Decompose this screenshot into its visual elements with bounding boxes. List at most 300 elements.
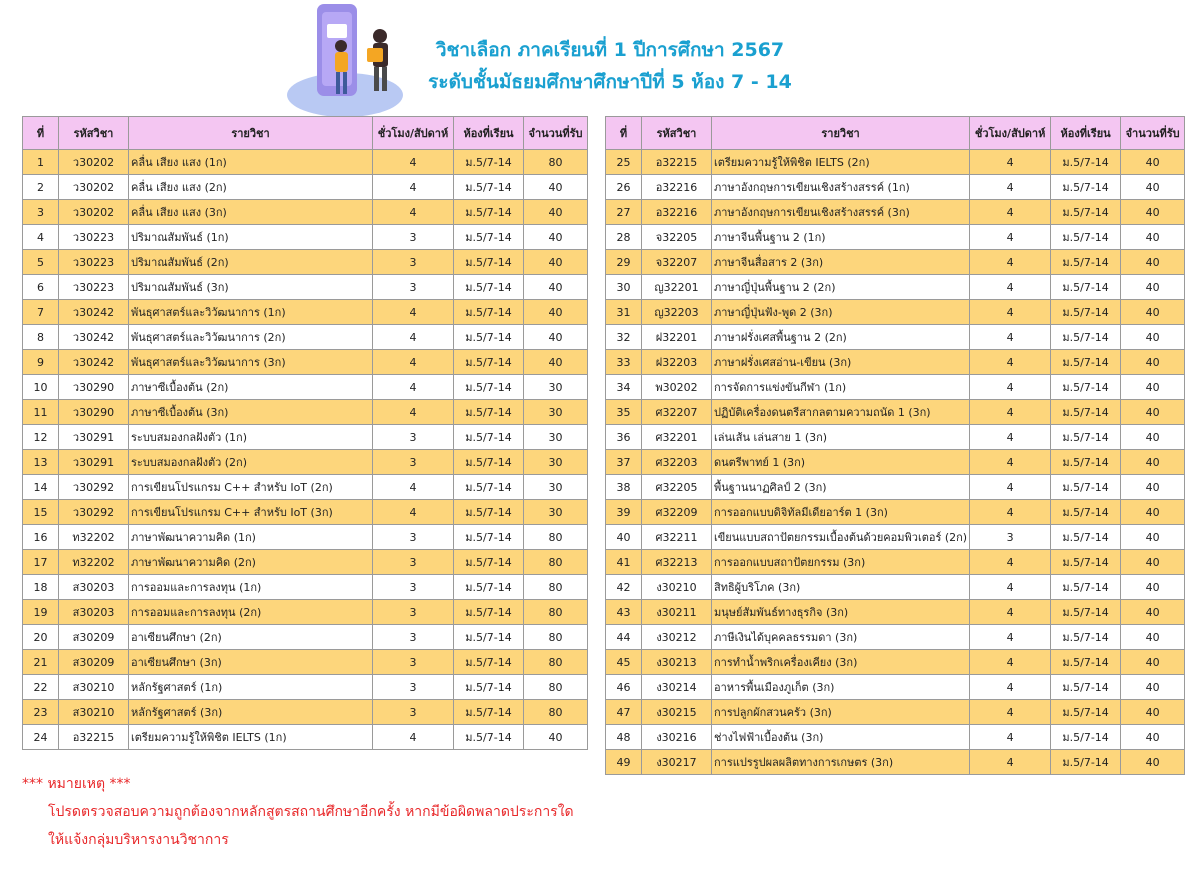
table-row xyxy=(23,650,588,675)
capacity-cell: 80 xyxy=(524,675,588,700)
table-row xyxy=(606,425,1185,450)
capacity-cell: 40 xyxy=(524,175,588,200)
course-code-cell: ง30212 xyxy=(642,625,712,650)
course-name-cell: ภาษาญี่ปุ่นพื้นฐาน 2 (2ก) xyxy=(712,275,970,300)
classroom-cell: ม.5/7-14 xyxy=(454,175,524,200)
table-row xyxy=(23,175,588,200)
row-number-cell: 26 xyxy=(606,175,642,200)
header-hours-per-week: ชั่วโมง/สัปดาห์ xyxy=(373,117,454,150)
title-line-1: วิชาเลือก ภาคเรียนที่ 1 ปีการศึกษา 2567 xyxy=(435,39,785,61)
row-number-cell: 25 xyxy=(606,150,642,175)
classroom-cell: ม.5/7-14 xyxy=(454,700,524,725)
course-name-cell: การออกแบบสถาปัตยกรรม (3ก) xyxy=(712,550,970,575)
capacity-cell: 30 xyxy=(524,500,588,525)
hours-per-week-cell: 3 xyxy=(373,225,454,250)
row-number-cell: 6 xyxy=(23,275,59,300)
course-name-cell: การทำน้ำพริกเครื่องเคียง (3ก) xyxy=(712,650,970,675)
course-code-cell: ศ32213 xyxy=(642,550,712,575)
classroom-cell: ม.5/7-14 xyxy=(1051,150,1121,175)
capacity-cell: 40 xyxy=(1121,625,1185,650)
table-row xyxy=(606,625,1185,650)
row-number-cell: 36 xyxy=(606,425,642,450)
hours-per-week-cell: 4 xyxy=(970,425,1051,450)
row-number-cell: 43 xyxy=(606,600,642,625)
course-name-cell: การออมและการลงทุน (1ก) xyxy=(129,575,373,600)
hours-per-week-cell: 4 xyxy=(373,350,454,375)
hours-per-week-cell: 3 xyxy=(373,250,454,275)
classroom-cell: ม.5/7-14 xyxy=(454,400,524,425)
course-name-cell: ภาษาอังกฤษการเขียนเชิงสร้างสรรค์ (1ก) xyxy=(712,175,970,200)
student-head-2 xyxy=(373,29,387,43)
course-name-cell: ภาษาพัฒนาความคิด (1ก) xyxy=(129,525,373,550)
course-name-cell: การจัดการแข่งขันกีฬา (1ก) xyxy=(712,375,970,400)
table-row xyxy=(23,575,588,600)
header-course-name: รายวิชา xyxy=(712,117,970,150)
capacity-cell: 40 xyxy=(1121,350,1185,375)
capacity-cell: 80 xyxy=(524,150,588,175)
classroom-cell: ม.5/7-14 xyxy=(1051,375,1121,400)
classroom-cell: ม.5/7-14 xyxy=(1051,675,1121,700)
hours-per-week-cell: 4 xyxy=(970,750,1051,775)
course-code-cell: ศ32209 xyxy=(642,500,712,525)
course-code-cell: ง30213 xyxy=(642,650,712,675)
classroom-cell: ม.5/7-14 xyxy=(454,525,524,550)
course-name-cell: ภาษาฝรั่งเศสอ่าน-เขียน (3ก) xyxy=(712,350,970,375)
title-line-2: ระดับชั้นมัธยมศึกษาศึกษาปีที่ 5 ห้อง 7 - 14 xyxy=(428,71,792,93)
table-row xyxy=(23,425,588,450)
hours-per-week-cell: 4 xyxy=(970,475,1051,500)
classroom-cell: ม.5/7-14 xyxy=(454,500,524,525)
course-name-cell: พันธุศาสตร์และวิวัฒนาการ (2ก) xyxy=(129,325,373,350)
table-row xyxy=(23,150,588,175)
course-code-cell: พ30202 xyxy=(642,375,712,400)
classroom-cell: ม.5/7-14 xyxy=(1051,325,1121,350)
course-code-cell: ฝ32201 xyxy=(642,325,712,350)
row-number-cell: 35 xyxy=(606,400,642,425)
row-number-cell: 28 xyxy=(606,225,642,250)
capacity-cell: 40 xyxy=(1121,750,1185,775)
table-row xyxy=(606,675,1185,700)
course-code-cell: ส30209 xyxy=(59,625,129,650)
row-number-cell: 41 xyxy=(606,550,642,575)
classroom-cell: ม.5/7-14 xyxy=(454,425,524,450)
table-row xyxy=(23,200,588,225)
course-code-cell: ว30290 xyxy=(59,375,129,400)
course-name-cell: หลักรัฐศาสตร์ (3ก) xyxy=(129,700,373,725)
table-row xyxy=(606,725,1185,750)
row-number-cell: 18 xyxy=(23,575,59,600)
row-number-cell: 3 xyxy=(23,200,59,225)
classroom-cell: ม.5/7-14 xyxy=(1051,400,1121,425)
hours-per-week-cell: 4 xyxy=(970,225,1051,250)
classroom-cell: ม.5/7-14 xyxy=(454,200,524,225)
classroom-cell: ม.5/7-14 xyxy=(454,275,524,300)
course-name-cell: การแปรรูปผลผลิตทางการเกษตร (3ก) xyxy=(712,750,970,775)
classroom-cell: ม.5/7-14 xyxy=(1051,500,1121,525)
hours-per-week-cell: 4 xyxy=(970,725,1051,750)
capacity-cell: 40 xyxy=(1121,500,1185,525)
row-number-cell: 38 xyxy=(606,475,642,500)
hours-per-week-cell: 4 xyxy=(970,375,1051,400)
row-number-cell: 11 xyxy=(23,400,59,425)
classroom-cell: ม.5/7-14 xyxy=(1051,450,1121,475)
classroom-cell: ม.5/7-14 xyxy=(1051,725,1121,750)
header-classroom: ห้องที่เรียน xyxy=(454,117,524,150)
row-number-cell: 10 xyxy=(23,375,59,400)
hours-per-week-cell: 4 xyxy=(373,150,454,175)
header-course-name: รายวิชา xyxy=(129,117,373,150)
page-title xyxy=(400,34,820,98)
course-code-cell: ว30242 xyxy=(59,300,129,325)
hours-per-week-cell: 3 xyxy=(373,275,454,300)
row-number-cell: 29 xyxy=(606,250,642,275)
course-name-cell: เตรียมความรู้ให้พิชิต IELTS (2ก) xyxy=(712,150,970,175)
hours-per-week-cell: 3 xyxy=(373,550,454,575)
course-name-cell: ภาษาซีเบื้องต้น (3ก) xyxy=(129,400,373,425)
table-row xyxy=(23,275,588,300)
capacity-cell: 30 xyxy=(524,400,588,425)
capacity-cell: 40 xyxy=(524,200,588,225)
capacity-cell: 40 xyxy=(524,225,588,250)
course-code-cell: ว30290 xyxy=(59,400,129,425)
row-number-cell: 49 xyxy=(606,750,642,775)
classroom-cell: ม.5/7-14 xyxy=(1051,550,1121,575)
note-label: *** หมายเหตุ *** xyxy=(22,776,131,792)
course-name-cell: เขียนแบบสถาปัตยกรรมเบื้องต้นด้วยคอมพิวเตอร์ (2ก) xyxy=(712,525,970,550)
course-code-cell: ศ32205 xyxy=(642,475,712,500)
classroom-cell: ม.5/7-14 xyxy=(1051,625,1121,650)
row-number-cell: 48 xyxy=(606,725,642,750)
course-code-cell: ส30210 xyxy=(59,675,129,700)
course-code-cell: ศ32203 xyxy=(642,450,712,475)
table-row xyxy=(23,725,588,750)
capacity-cell: 30 xyxy=(524,475,588,500)
table-row xyxy=(606,200,1185,225)
capacity-cell: 40 xyxy=(1121,300,1185,325)
course-code-cell: ญ32203 xyxy=(642,300,712,325)
classroom-cell: ม.5/7-14 xyxy=(1051,350,1121,375)
hours-per-week-cell: 4 xyxy=(970,175,1051,200)
hours-per-week-cell: 4 xyxy=(970,650,1051,675)
remark-note xyxy=(22,770,574,854)
table-row xyxy=(606,275,1185,300)
capacity-cell: 80 xyxy=(524,525,588,550)
course-name-cell: คลื่น เสียง แสง (1ก) xyxy=(129,150,373,175)
capacity-cell: 40 xyxy=(1121,275,1185,300)
classroom-cell: ม.5/7-14 xyxy=(1051,700,1121,725)
capacity-cell: 40 xyxy=(1121,550,1185,575)
course-name-cell: ภาษาอังกฤษการเขียนเชิงสร้างสรรค์ (3ก) xyxy=(712,200,970,225)
classroom-cell: ม.5/7-14 xyxy=(454,650,524,675)
hours-per-week-cell: 4 xyxy=(373,375,454,400)
course-name-cell: ภาษีเงินได้บุคคลธรรมดา (3ก) xyxy=(712,625,970,650)
course-name-cell: ภาษาจีนสื่อสาร 2 (3ก) xyxy=(712,250,970,275)
course-code-cell: ง30216 xyxy=(642,725,712,750)
classroom-cell: ม.5/7-14 xyxy=(454,725,524,750)
table-row xyxy=(606,325,1185,350)
table-row xyxy=(23,350,588,375)
course-name-cell: ภาษาพัฒนาความคิด (2ก) xyxy=(129,550,373,575)
row-number-cell: 33 xyxy=(606,350,642,375)
table-row xyxy=(606,175,1185,200)
row-number-cell: 47 xyxy=(606,700,642,725)
capacity-cell: 40 xyxy=(524,350,588,375)
course-code-cell: ง30215 xyxy=(642,700,712,725)
course-code-cell: ว30291 xyxy=(59,425,129,450)
hours-per-week-cell: 4 xyxy=(373,400,454,425)
hours-per-week-cell: 4 xyxy=(373,725,454,750)
table-row xyxy=(606,350,1185,375)
course-code-cell: อ32215 xyxy=(59,725,129,750)
course-code-cell: ว30291 xyxy=(59,450,129,475)
course-name-cell: คลื่น เสียง แสง (3ก) xyxy=(129,200,373,225)
classroom-cell: ม.5/7-14 xyxy=(1051,275,1121,300)
capacity-cell: 40 xyxy=(1121,475,1185,500)
classroom-cell: ม.5/7-14 xyxy=(1051,300,1121,325)
course-name-cell: ปริมาณสัมพันธ์ (1ก) xyxy=(129,225,373,250)
hours-per-week-cell: 3 xyxy=(373,425,454,450)
course-code-cell: ว30202 xyxy=(59,200,129,225)
capacity-cell: 40 xyxy=(1121,450,1185,475)
classroom-cell: ม.5/7-14 xyxy=(454,475,524,500)
hours-per-week-cell: 3 xyxy=(373,450,454,475)
row-number-cell: 7 xyxy=(23,300,59,325)
table-row xyxy=(606,525,1185,550)
table-row xyxy=(23,625,588,650)
course-name-cell: พื้นฐานนาฏศิลป์ 2 (3ก) xyxy=(712,475,970,500)
course-code-cell: ว30242 xyxy=(59,350,129,375)
hours-per-week-cell: 4 xyxy=(373,475,454,500)
course-code-cell: ว30292 xyxy=(59,475,129,500)
row-number-cell: 8 xyxy=(23,325,59,350)
table-row xyxy=(606,400,1185,425)
row-number-cell: 2 xyxy=(23,175,59,200)
note-line-1: โปรดตรวจสอบความถูกต้องจากหลักสูตรสถานศึกษาอีกครั้ง หากมีข้อผิดพลาดประการใด xyxy=(48,804,574,820)
hours-per-week-cell: 4 xyxy=(970,675,1051,700)
course-name-cell: การเขียนโปรแกรม C++ สำหรับ IoT (2ก) xyxy=(129,475,373,500)
header-course-code: รหัสวิชา xyxy=(59,117,129,150)
course-name-cell: ภาษาจีนพื้นฐาน 2 (1ก) xyxy=(712,225,970,250)
header-classroom: ห้องที่เรียน xyxy=(1051,117,1121,150)
row-number-cell: 14 xyxy=(23,475,59,500)
table-row xyxy=(23,400,588,425)
classroom-cell: ม.5/7-14 xyxy=(1051,250,1121,275)
row-number-cell: 45 xyxy=(606,650,642,675)
classroom-cell: ม.5/7-14 xyxy=(1051,175,1121,200)
table-row xyxy=(606,750,1185,775)
hours-per-week-cell: 4 xyxy=(970,350,1051,375)
capacity-cell: 40 xyxy=(1121,400,1185,425)
hours-per-week-cell: 4 xyxy=(970,575,1051,600)
hours-per-week-cell: 4 xyxy=(373,300,454,325)
course-name-cell: อาหารพื้นเมืองภูเก็ต (3ก) xyxy=(712,675,970,700)
capacity-cell: 40 xyxy=(1121,225,1185,250)
capacity-cell: 40 xyxy=(524,250,588,275)
capacity-cell: 30 xyxy=(524,450,588,475)
classroom-cell: ม.5/7-14 xyxy=(454,300,524,325)
table-row xyxy=(23,375,588,400)
row-number-cell: 24 xyxy=(23,725,59,750)
classroom-cell: ม.5/7-14 xyxy=(454,350,524,375)
capacity-cell: 80 xyxy=(524,550,588,575)
row-number-cell: 5 xyxy=(23,250,59,275)
row-number-cell: 21 xyxy=(23,650,59,675)
course-name-cell: พันธุศาสตร์และวิวัฒนาการ (1ก) xyxy=(129,300,373,325)
classroom-cell: ม.5/7-14 xyxy=(1051,200,1121,225)
table-row xyxy=(606,375,1185,400)
table-row xyxy=(606,600,1185,625)
table-header-row xyxy=(606,117,1185,150)
hours-per-week-cell: 4 xyxy=(970,500,1051,525)
table-row xyxy=(23,525,588,550)
hours-per-week-cell: 4 xyxy=(373,200,454,225)
capacity-cell: 40 xyxy=(1121,200,1185,225)
hours-per-week-cell: 3 xyxy=(373,650,454,675)
student-body xyxy=(335,52,348,72)
row-number-cell: 22 xyxy=(23,675,59,700)
row-number-cell: 16 xyxy=(23,525,59,550)
row-number-cell: 37 xyxy=(606,450,642,475)
course-name-cell: ปฏิบัติเครื่องดนตรีสากลตามความถนัด 1 (3ก) xyxy=(712,400,970,425)
header-capacity: จำนวนที่รับ xyxy=(1121,117,1185,150)
classroom-cell: ม.5/7-14 xyxy=(454,250,524,275)
course-code-cell: อ32216 xyxy=(642,200,712,225)
row-number-cell: 9 xyxy=(23,350,59,375)
course-code-cell: ว30223 xyxy=(59,275,129,300)
course-name-cell: การเขียนโปรแกรม C++ สำหรับ IoT (3ก) xyxy=(129,500,373,525)
classroom-cell: ม.5/7-14 xyxy=(454,325,524,350)
hours-per-week-cell: 4 xyxy=(970,325,1051,350)
hours-per-week-cell: 3 xyxy=(373,700,454,725)
row-number-cell: 19 xyxy=(23,600,59,625)
hours-per-week-cell: 4 xyxy=(970,400,1051,425)
row-number-cell: 30 xyxy=(606,275,642,300)
course-name-cell: ดนตรีพาทย์ 1 (3ก) xyxy=(712,450,970,475)
hours-per-week-cell: 4 xyxy=(970,450,1051,475)
course-name-cell: การปลูกผักสวนครัว (3ก) xyxy=(712,700,970,725)
capacity-cell: 40 xyxy=(1121,325,1185,350)
course-code-cell: ง30210 xyxy=(642,575,712,600)
course-code-cell: ง30211 xyxy=(642,600,712,625)
course-code-cell: ส30209 xyxy=(59,650,129,675)
row-number-cell: 44 xyxy=(606,625,642,650)
row-number-cell: 40 xyxy=(606,525,642,550)
table-row xyxy=(606,575,1185,600)
capacity-cell: 40 xyxy=(1121,175,1185,200)
table-row xyxy=(23,250,588,275)
course-code-cell: ญ32201 xyxy=(642,275,712,300)
classroom-cell: ม.5/7-14 xyxy=(454,600,524,625)
header-course-code: รหัสวิชา xyxy=(642,117,712,150)
course-code-cell: ท32202 xyxy=(59,525,129,550)
table-row xyxy=(23,300,588,325)
course-code-cell: ว30202 xyxy=(59,175,129,200)
header-row-number: ที่ xyxy=(606,117,642,150)
hours-per-week-cell: 3 xyxy=(373,675,454,700)
table-row xyxy=(23,675,588,700)
classroom-cell: ม.5/7-14 xyxy=(1051,225,1121,250)
course-code-cell: ส30203 xyxy=(59,575,129,600)
row-number-cell: 12 xyxy=(23,425,59,450)
course-name-cell: คลื่น เสียง แสง (2ก) xyxy=(129,175,373,200)
table-row xyxy=(606,450,1185,475)
hours-per-week-cell: 4 xyxy=(970,200,1051,225)
classroom-cell: ม.5/7-14 xyxy=(454,575,524,600)
capacity-cell: 40 xyxy=(1121,425,1185,450)
classroom-cell: ม.5/7-14 xyxy=(454,375,524,400)
hours-per-week-cell: 3 xyxy=(373,625,454,650)
classroom-cell: ม.5/7-14 xyxy=(454,225,524,250)
table-row xyxy=(606,500,1185,525)
course-name-cell: อาเซียนศึกษา (2ก) xyxy=(129,625,373,650)
capacity-cell: 80 xyxy=(524,625,588,650)
hours-per-week-cell: 3 xyxy=(970,525,1051,550)
table-row xyxy=(23,225,588,250)
hours-per-week-cell: 4 xyxy=(970,600,1051,625)
capacity-cell: 80 xyxy=(524,700,588,725)
row-number-cell: 4 xyxy=(23,225,59,250)
capacity-cell: 80 xyxy=(524,575,588,600)
row-number-cell: 15 xyxy=(23,500,59,525)
capacity-cell: 40 xyxy=(1121,700,1185,725)
course-code-cell: ฝ32203 xyxy=(642,350,712,375)
row-number-cell: 27 xyxy=(606,200,642,225)
capacity-cell: 40 xyxy=(1121,600,1185,625)
row-number-cell: 20 xyxy=(23,625,59,650)
row-number-cell: 1 xyxy=(23,150,59,175)
course-name-cell: ระบบสมองกลฝังตัว (1ก) xyxy=(129,425,373,450)
capacity-cell: 40 xyxy=(524,325,588,350)
row-number-cell: 31 xyxy=(606,300,642,325)
hours-per-week-cell: 3 xyxy=(373,525,454,550)
table-row xyxy=(606,650,1185,675)
course-code-cell: ง30214 xyxy=(642,675,712,700)
classroom-cell: ม.5/7-14 xyxy=(1051,750,1121,775)
capacity-cell: 40 xyxy=(1121,150,1185,175)
students-illustration xyxy=(285,0,405,118)
course-name-cell: สิทธิผู้บริโภค (3ก) xyxy=(712,575,970,600)
row-number-cell: 17 xyxy=(23,550,59,575)
table-row xyxy=(23,600,588,625)
course-code-cell: ว30242 xyxy=(59,325,129,350)
classroom-cell: ม.5/7-14 xyxy=(1051,575,1121,600)
note-line-2: ให้แจ้งกลุ่มบริหารงานวิชาการ xyxy=(48,832,229,848)
table-row xyxy=(606,150,1185,175)
table-row xyxy=(606,550,1185,575)
course-code-cell: ศ32201 xyxy=(642,425,712,450)
capacity-cell: 40 xyxy=(1121,575,1185,600)
course-name-cell: เตรียมความรู้ให้พิชิต IELTS (1ก) xyxy=(129,725,373,750)
header-row-number: ที่ xyxy=(23,117,59,150)
course-name-cell: ภาษาญี่ปุ่นฟัง-พูด 2 (3ก) xyxy=(712,300,970,325)
course-table-right xyxy=(605,116,1185,775)
capacity-cell: 40 xyxy=(1121,725,1185,750)
hours-per-week-cell: 4 xyxy=(373,500,454,525)
capacity-cell: 40 xyxy=(1121,650,1185,675)
hours-per-week-cell: 4 xyxy=(970,550,1051,575)
row-number-cell: 46 xyxy=(606,675,642,700)
capacity-cell: 40 xyxy=(1121,525,1185,550)
capacity-cell: 40 xyxy=(1121,375,1185,400)
course-code-cell: ส30203 xyxy=(59,600,129,625)
course-code-cell: จ32207 xyxy=(642,250,712,275)
classroom-cell: ม.5/7-14 xyxy=(454,150,524,175)
course-code-cell: ว30223 xyxy=(59,225,129,250)
course-table-left xyxy=(22,116,588,750)
hours-per-week-cell: 4 xyxy=(970,700,1051,725)
table-row xyxy=(23,450,588,475)
course-code-cell: ท32202 xyxy=(59,550,129,575)
